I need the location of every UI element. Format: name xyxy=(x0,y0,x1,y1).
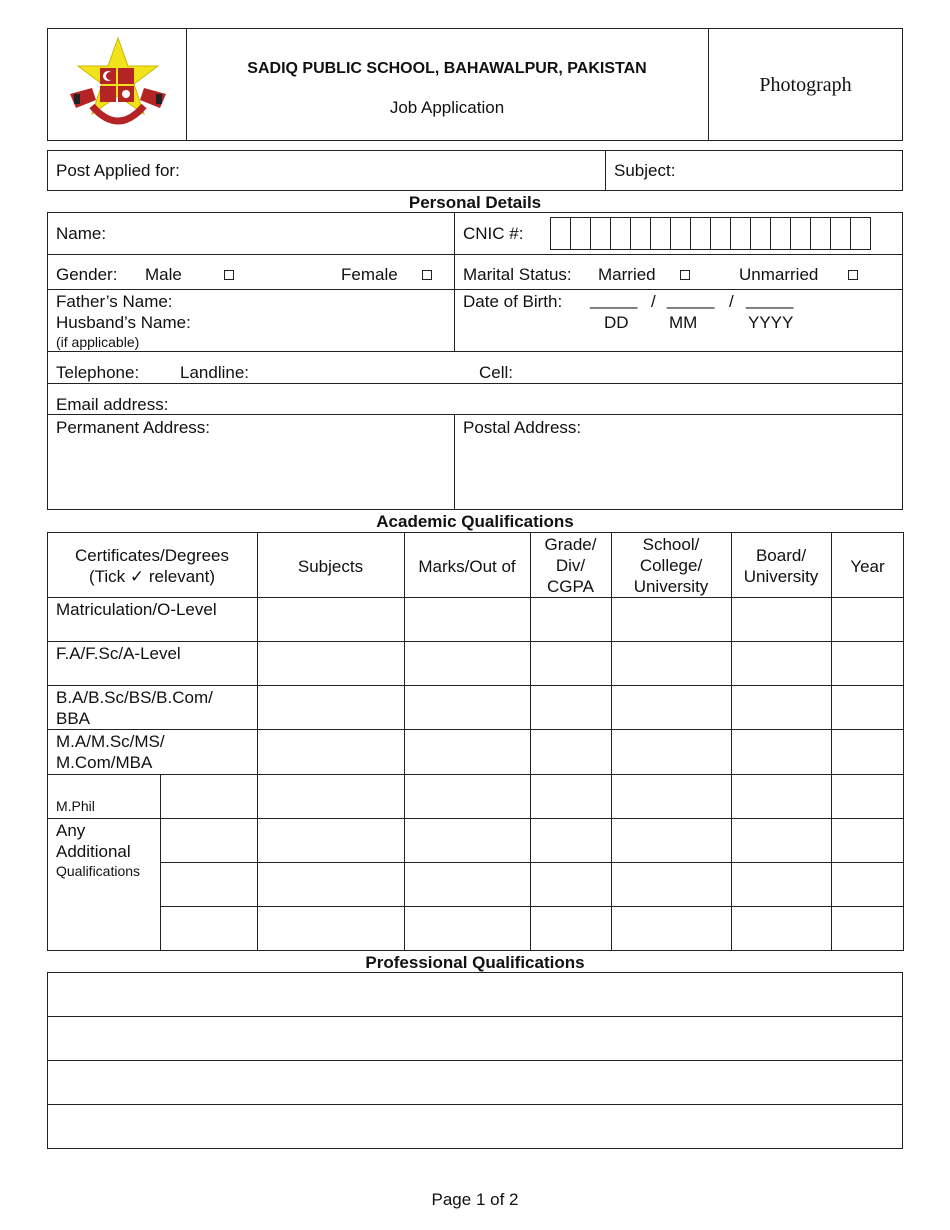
row-label-additional-line2: Additional xyxy=(56,842,131,861)
post-applied-label[interactable]: Post Applied for: xyxy=(56,161,180,180)
pd-line-4 xyxy=(47,383,903,384)
row-line xyxy=(47,729,904,730)
col-header-school-line1: School/ xyxy=(642,535,700,554)
husbands-name-label[interactable]: Husband’s Name: xyxy=(56,313,191,332)
col-header-marks: Marks/Out of xyxy=(418,557,516,576)
form-title: Job Application xyxy=(389,98,505,117)
postal-address-label[interactable]: Postal Address: xyxy=(463,418,582,437)
col-header-board xyxy=(731,545,831,587)
row-label-mphil: M.Phil xyxy=(56,798,95,814)
row-line xyxy=(160,906,904,907)
school-crest-logo xyxy=(62,36,174,136)
row-label-fa: F.A/F.Sc/A-Level xyxy=(56,644,181,663)
married-label: Married xyxy=(598,265,656,284)
dob-dd-caption: DD xyxy=(604,313,629,332)
academic-qualifications-heading: Academic Qualifications xyxy=(376,512,574,531)
col-header-certificates xyxy=(47,545,257,587)
col-header-board-line1: Board/ xyxy=(755,546,807,565)
subject-label[interactable]: Subject: xyxy=(614,161,676,180)
pd-vline-b xyxy=(454,414,455,510)
row-label-ba-line2: BBA xyxy=(56,709,91,728)
academic-table xyxy=(47,532,904,951)
row-label-matric: Matriculation/O-Level xyxy=(56,600,217,619)
email-label[interactable]: Email address: xyxy=(56,395,169,414)
dob-year-blank[interactable]: _____ xyxy=(746,290,794,309)
dob-mm-caption: MM xyxy=(669,313,698,332)
school-name: SADIQ PUBLIC SCHOOL, BAHAWALPUR, PAKISTAN xyxy=(247,60,647,77)
cnic-digit-box[interactable] xyxy=(630,217,651,250)
female-label: Female xyxy=(341,265,398,284)
cnic-digit-boxes[interactable] xyxy=(550,217,872,250)
row-label-additional-line1: Any xyxy=(56,821,86,840)
cnic-digit-box[interactable] xyxy=(570,217,591,250)
landline-label[interactable]: Landline: xyxy=(180,363,250,382)
cnic-digit-box[interactable] xyxy=(850,217,871,250)
pq-line xyxy=(47,1016,903,1017)
name-label[interactable]: Name: xyxy=(56,224,107,243)
col-header-board-line2: University xyxy=(743,567,819,586)
col-line xyxy=(404,532,405,951)
married-checkbox[interactable] xyxy=(680,270,690,280)
col-line xyxy=(831,532,832,951)
col-header-school-line2: College/ xyxy=(639,556,703,575)
cnic-digit-box[interactable] xyxy=(750,217,771,250)
professional-qualifications-heading: Professional Qualifications xyxy=(365,953,585,972)
page-number: Page 1 of 2 xyxy=(431,1190,519,1209)
dob-separator: / xyxy=(651,292,656,311)
fathers-name-label[interactable]: Father’s Name: xyxy=(56,292,173,311)
col-header-grade-line3: CGPA xyxy=(547,577,594,596)
cnic-digit-box[interactable] xyxy=(810,217,831,250)
if-applicable-note: (if applicable) xyxy=(56,334,140,350)
col-header-school xyxy=(611,534,731,597)
cnic-digit-box[interactable] xyxy=(710,217,731,250)
cell-label[interactable]: Cell: xyxy=(479,363,514,382)
cnic-digit-box[interactable] xyxy=(730,217,751,250)
col-header-certificates-line2: (Tick ✓ relevant) xyxy=(88,567,216,586)
telephone-label: Telephone: xyxy=(56,363,140,382)
pd-line-5 xyxy=(47,414,903,415)
male-label: Male xyxy=(145,265,182,284)
dob-separator: / xyxy=(729,292,734,311)
cnic-digit-box[interactable] xyxy=(770,217,791,250)
col-header-year: Year xyxy=(850,557,885,576)
row-line xyxy=(47,774,904,775)
cnic-digit-box[interactable] xyxy=(610,217,631,250)
col-header-grade-line1: Grade/ xyxy=(544,535,597,554)
pd-line-3 xyxy=(47,351,903,352)
row-label-ma-line1: M.A/M.Sc/MS/ xyxy=(56,732,165,751)
row-line xyxy=(47,685,904,686)
row-line xyxy=(47,597,904,598)
row-line xyxy=(160,862,904,863)
pq-line xyxy=(47,1104,903,1105)
male-checkbox[interactable] xyxy=(224,270,234,280)
col-header-grade-line2: Div/ xyxy=(555,556,586,575)
photograph-label: Photograph xyxy=(759,74,852,96)
row-label-ba-line1: B.A/B.Sc/BS/B.Com/ xyxy=(56,688,213,707)
col-line xyxy=(731,532,732,951)
dob-label: Date of Birth: xyxy=(463,292,563,311)
col-header-subjects: Subjects xyxy=(297,557,364,576)
pq-line xyxy=(47,1060,903,1061)
cnic-digit-box[interactable] xyxy=(830,217,851,250)
cnic-label: CNIC #: xyxy=(463,224,524,243)
col-header-school-line3: University xyxy=(633,577,709,596)
row-line xyxy=(47,818,904,819)
col-header-certificates-line1: Certificates/Degrees xyxy=(74,546,229,565)
row-label-ma-line2: M.Com/MBA xyxy=(56,753,153,772)
cnic-digit-box[interactable] xyxy=(790,217,811,250)
row-label-additional-line3: Qualifications xyxy=(56,863,141,879)
gender-label: Gender: xyxy=(56,265,118,284)
cnic-digit-box[interactable] xyxy=(650,217,671,250)
col-header-grade xyxy=(530,534,611,597)
pd-line-1 xyxy=(47,254,903,255)
unmarried-label: Unmarried xyxy=(739,265,819,284)
personal-details-heading: Personal Details xyxy=(408,193,542,212)
personal-details-box xyxy=(47,212,903,510)
header-divider-left xyxy=(186,28,187,141)
cnic-digit-box[interactable] xyxy=(670,217,691,250)
cnic-digit-box[interactable] xyxy=(590,217,611,250)
dob-month-blank[interactable]: _____ xyxy=(667,290,715,309)
dob-day-blank[interactable]: _____ xyxy=(590,290,638,309)
cnic-digit-box[interactable] xyxy=(690,217,711,250)
pd-vline-a xyxy=(454,212,455,351)
female-checkbox[interactable] xyxy=(422,270,432,280)
post-divider xyxy=(605,150,606,191)
marital-status-label: Marital Status: xyxy=(463,265,572,284)
row-line xyxy=(47,641,904,642)
unmarried-checkbox[interactable] xyxy=(848,270,858,280)
cnic-digit-box[interactable] xyxy=(550,217,571,250)
permanent-address-label[interactable]: Permanent Address: xyxy=(56,418,211,437)
dob-yyyy-caption: YYYY xyxy=(748,313,794,332)
